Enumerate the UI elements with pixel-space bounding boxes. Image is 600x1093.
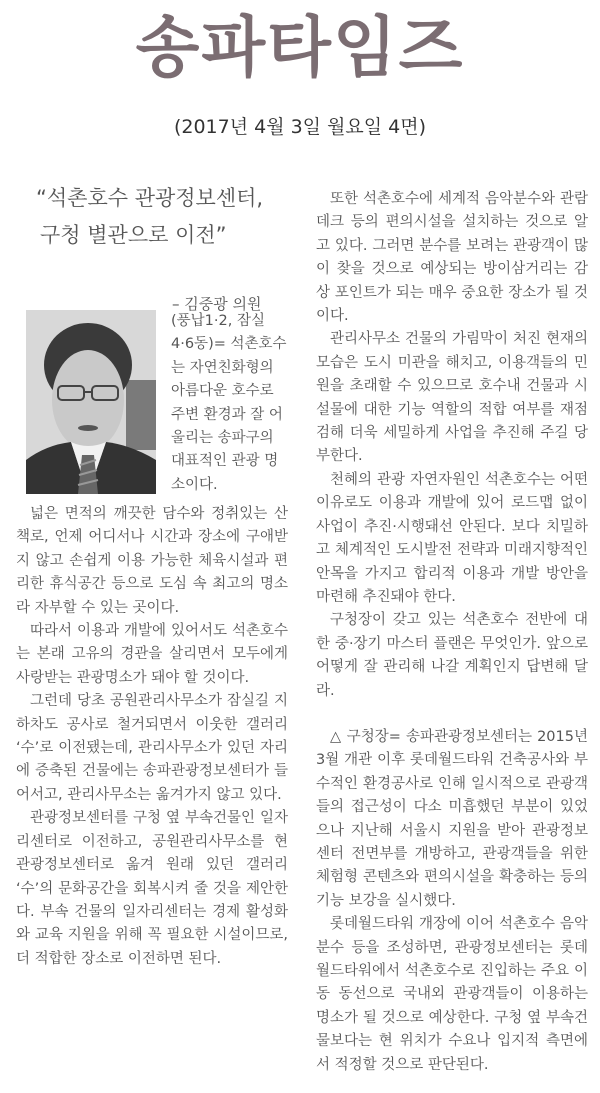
- paragraph: 천혜의 관광 자연자원인 석촌호수는 어떤 이유로도 이용과 개발에 있어 로드맵 없이 사업이 추진·시행돼선 안된다. 보다 치밀하고 체계적인 도시발전 전략과 미래지향적인 안목을 가지고 합리적 이용과 개발 방안을 마련해 추진돼야 한다.: [316, 471, 588, 605]
- portrait-image-icon: [26, 310, 156, 494]
- dateline: (2017년 4월 3일 월요일 4면): [173, 116, 427, 138]
- answer-paragraph: △ 구청장= 송파관광정보센터는 2015년 3월 개관 이후 롯데월드타워 건축공사와 부수적인 환경공사로 인해 일시적으로 관광객들의 접근성이 다소 미흡했던 부분이 있었으나 지난해 서울시 지원을 받아 관광정보센터 전면부를 개방하고, 관광객들을 위한 체험형 콘텐츠와 편의시설을 확충하는 등의 기능 보강을 실시했다.: [316, 728, 588, 909]
- paragraph: 구청장이 갖고 있는 석촌호수 전반에 대한 중·장기 마스터 플랜은 무엇인가. 앞으로 어떻게 잘 관리해 나갈 계획인지 답변해 달라.: [316, 612, 588, 699]
- paragraph: 관광정보센터를 구청 옆 부속건물인 일자리센터로 이전하고, 공원관리사무소를 현 관광정보센터로 옮겨 원래 있던 갤러리 ‘수’의 문화공간을 회복시켜 줄 것을 제안한다. 부속 건물의 일자리센터는 경제 활성화와 교육 지원을 위해 꼭 필요한 시설이므로, 더 적합한 장소로 이전하면 된다.: [16, 810, 288, 967]
- byline: – 김중광 의원: [172, 295, 262, 313]
- masthead-title: 송파타임즈: [135, 9, 465, 86]
- paragraph: 그런데 당초 공원관리사무소가 잠실길 지하차도 공사로 철거되면서 이웃한 갤러리 ‘수’로 이전됐는데, 관리사무소가 있던 자리에 증축된 건물에는 송파관광정보센터가 들어서고, 관리사무소는 옮겨가지 않고 있다.: [16, 693, 288, 803]
- left-column: [16, 503, 288, 971]
- headline-line-2: 구청 별관으로 이전”: [40, 223, 227, 247]
- right-column: [316, 188, 588, 1077]
- paragraph: 따라서 이용과 개발에 있어서도 석촌호수는 본래 고유의 경관을 살리면서 모두에게 사랑받는 관광명소가 돼야 할 것이다.: [16, 623, 288, 686]
- paragraph: 관리사무소 건물의 가림막이 처진 현재의 모습은 도시 미관을 해치고, 이용객들의 민원을 초래할 수 있으므로 호수내 건물과 시설물에 대한 기능 역할의 적합 여부를 재점검해 더욱 세밀하게 사업을 추진해 주길 당부한다.: [316, 331, 588, 465]
- paragraph: 또한 석촌호수에 세계적 음악분수와 관람데크 등의 편의시설을 설치하는 것으로 알고 있다. 그러면 분수를 보려는 관광객이 많이 찾을 것으로 예상되는 방이삼거리는 감상 포인트가 되는 매우 중요한 장소가 될 것이다.: [316, 191, 588, 325]
- headline-line-1: “석촌호수 관광정보센터,: [36, 186, 264, 210]
- intro-text: (풍납1·2, 잠실 4·6동)= 석촌호수는 자연친화형의 아름다운 호수로 주변 환경과 잘 어울리는 송파구의 대표적인 관광 명소이다.: [171, 313, 287, 493]
- paragraph: 넓은 면적의 깨끗한 담수와 정취있는 산책로, 언제 어디서나 시간과 장소에 구애받지 않고 손쉽게 이용 가능한 체육시설과 편리한 휴식공간 등으로 도심 속 최고의 명소라 자부할 수 있는 곳이다.: [16, 506, 288, 616]
- answer-paragraph: 롯데월드타워 개장에 이어 석촌호수 음악분수 등을 조성하면, 관광정보센터는 롯데월드타워에서 석촌호수로 진입하는 주요 이동 동선으로 국내외 관광객들이 이용하는 명소가 될 것으로 예상한다. 구청 옆 부속건물보다는 현 위치가 수요나 입지적 측면에서 적정할 것으로 판단된다.: [316, 916, 588, 1073]
- spacer: [316, 703, 588, 726]
- headline: [36, 180, 296, 254]
- portrait-photo: [26, 310, 156, 494]
